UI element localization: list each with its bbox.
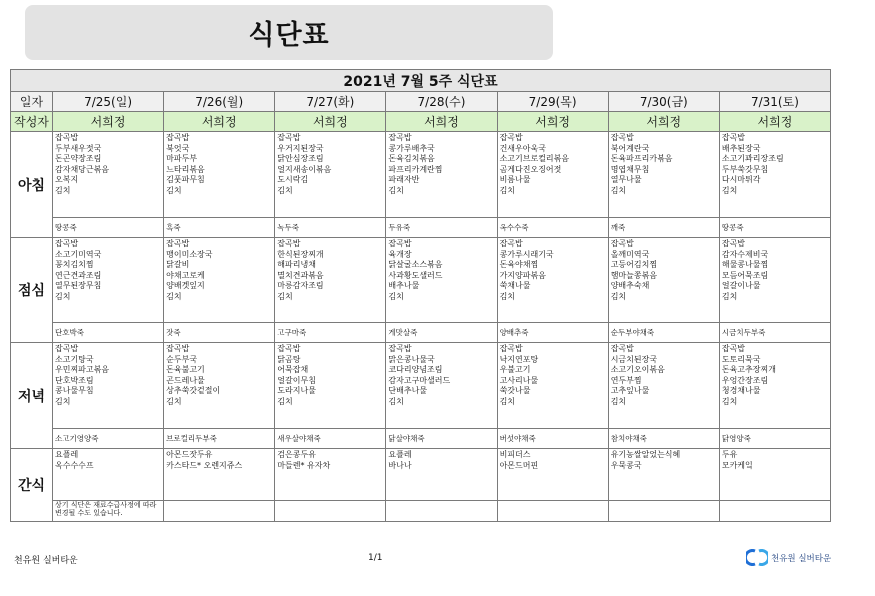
dish-item: 돈육고추장찌개 bbox=[721, 365, 776, 374]
author-label: 작성자 bbox=[11, 112, 53, 132]
porridge-item: 녹두죽 bbox=[275, 218, 386, 238]
dish-item: 어묵잡채 bbox=[277, 365, 309, 374]
dish-item: 잡곡밥 bbox=[610, 344, 634, 353]
dish-item: 잡곡밥 bbox=[166, 239, 190, 248]
dish-item: 김치 bbox=[55, 185, 71, 195]
snack-cell bbox=[608, 449, 719, 501]
porridge-item: 땅콩죽 bbox=[719, 218, 830, 238]
snack-item: 옥수수수프 bbox=[55, 460, 94, 470]
dish-item: 감자고구마샐러드 bbox=[388, 375, 451, 385]
dish-item: 잡곡밥 bbox=[55, 133, 79, 142]
dish-item: 연두부찜 bbox=[610, 375, 642, 385]
empty-cell bbox=[719, 501, 830, 522]
porridge-item: 두유죽 bbox=[386, 218, 497, 238]
dish-item: 잡곡밥 bbox=[499, 133, 523, 142]
meal-cell bbox=[386, 238, 497, 323]
dish-item: 소고기브로컬리볶음 bbox=[499, 154, 570, 163]
meal-cell bbox=[275, 343, 386, 429]
dish-item: 고등어김치찜 bbox=[610, 260, 658, 269]
meal-label: 점심 bbox=[11, 238, 53, 343]
logo-icon bbox=[746, 549, 768, 566]
meal-cell bbox=[164, 238, 275, 323]
dish-item: 코다리양념조림 bbox=[388, 365, 443, 374]
dish-item: 연근견과조림 bbox=[55, 270, 102, 280]
dish-item: 얼지새송이볶음 bbox=[277, 164, 332, 174]
porridge-item: 옥수수죽 bbox=[497, 218, 608, 238]
day-date: 7/26(월) bbox=[164, 92, 275, 112]
dish-item: 햄마늘쫑볶음 bbox=[610, 270, 658, 280]
meal-cell bbox=[608, 238, 719, 323]
snack-item: 우묵콩국 bbox=[610, 460, 642, 470]
dish-item: 잡곡밥 bbox=[499, 239, 523, 248]
dish-item: 우불고기 bbox=[499, 365, 531, 374]
dish-item: 올깨미역국 bbox=[610, 249, 650, 259]
porridge-item: 참치야채죽 bbox=[608, 429, 719, 449]
day-date: 7/25(일) bbox=[53, 92, 164, 112]
dish-item: 김치 bbox=[721, 185, 738, 195]
dish-item: 김치 bbox=[388, 185, 404, 195]
dish-item: 낙지연포탕 bbox=[499, 354, 539, 364]
snack-cell bbox=[386, 449, 497, 501]
snack-cell bbox=[275, 449, 386, 501]
dish-item: 잡곡밥 bbox=[388, 344, 412, 353]
dish-item: 두부새우젓국 bbox=[55, 143, 102, 153]
dish-item: 돈육김치볶음 bbox=[388, 154, 435, 163]
dish-item: 닭곰탕 bbox=[277, 354, 301, 364]
snack-item: 마들렌* 유자차 bbox=[277, 460, 331, 470]
dish-item: 두부쑥갓무침 bbox=[721, 164, 769, 174]
dish-item: 김치 bbox=[166, 396, 182, 406]
day-date: 7/27(화) bbox=[275, 92, 386, 112]
meal-cell bbox=[53, 343, 164, 429]
day-author: 서희정 bbox=[275, 112, 386, 132]
page-title: 식단표 bbox=[248, 20, 330, 51]
snack-item: 아몬드잣두유 bbox=[166, 450, 213, 459]
dish-item: 소고기미역국 bbox=[55, 249, 102, 259]
snack-item: 요플레 bbox=[55, 450, 79, 459]
dish-item: 콩나물무침 bbox=[55, 386, 94, 395]
porridge-item: 버섯야채죽 bbox=[497, 429, 608, 449]
dish-item: 파래자반 bbox=[388, 175, 420, 184]
dish-item: 열무된장무침 bbox=[55, 281, 102, 290]
dish-item: 얼갈이무침 bbox=[277, 375, 316, 385]
dish-item: 느타리볶음 bbox=[166, 164, 205, 174]
dish-item: 김치 bbox=[277, 185, 293, 195]
dish-item: 우거지된장국 bbox=[277, 143, 324, 153]
meal-cell bbox=[53, 238, 164, 323]
empty-cell bbox=[275, 501, 386, 522]
dish-item: 마릉감자조림 bbox=[277, 281, 324, 290]
porridge-item: 닭영양죽 bbox=[719, 429, 830, 449]
dish-item: 단호박조림 bbox=[55, 375, 94, 385]
dish-item: 돈육야채찜 bbox=[499, 260, 539, 269]
dish-item: 꽁치김치찜 bbox=[55, 260, 94, 269]
dish-item: 배추나물 bbox=[388, 281, 420, 290]
porridge-item: 고구마죽 bbox=[275, 323, 386, 343]
dish-item: 쑥갓나물 bbox=[499, 386, 531, 395]
dish-item: 잡곡밥 bbox=[388, 239, 412, 248]
porridge-item: 새우살야채죽 bbox=[275, 429, 386, 449]
porridge-item: 게맛살죽 bbox=[386, 323, 497, 343]
dish-item: 콩가루시래기국 bbox=[499, 249, 554, 259]
day-author: 서희정 bbox=[608, 112, 719, 132]
dish-item: 파프리카계란찜 bbox=[388, 164, 443, 174]
dish-item: 순두부국 bbox=[166, 354, 198, 364]
day-author: 서희정 bbox=[497, 112, 608, 132]
dish-item: 김치 bbox=[721, 396, 738, 406]
day-date: 7/30(금) bbox=[608, 92, 719, 112]
dish-item: 비름나물 bbox=[499, 175, 531, 184]
dish-item: 소고기꽈리장조림 bbox=[721, 154, 784, 163]
porridge-item: 양배추죽 bbox=[497, 323, 608, 343]
dish-item: 김치 bbox=[499, 291, 516, 301]
dish-item: 김치 bbox=[55, 396, 71, 406]
title-box bbox=[25, 5, 553, 60]
meal-cell bbox=[719, 343, 830, 429]
dish-item: 양배추숙채 bbox=[610, 281, 650, 290]
snack-cell bbox=[164, 449, 275, 501]
dish-item: 김치 bbox=[610, 185, 627, 195]
snack-item: 바나나 bbox=[388, 460, 412, 470]
date-label: 일자 bbox=[11, 92, 53, 112]
snack-item: 모카케잌 bbox=[721, 460, 753, 470]
week-title: 2021년 7월 5주 식단표 bbox=[11, 70, 831, 92]
dish-item: 청경채나물 bbox=[721, 386, 761, 395]
dish-item: 배추된장국 bbox=[721, 143, 761, 153]
dish-item: 김치 bbox=[610, 396, 627, 406]
snack-item: 아몬드머핀 bbox=[499, 460, 539, 470]
dish-item: 잡곡밥 bbox=[55, 344, 79, 353]
dish-item: 해파리냉채 bbox=[277, 260, 316, 269]
day-date: 7/31(토) bbox=[719, 92, 830, 112]
dish-item: 해물콩나물찜 bbox=[721, 260, 769, 269]
dish-item: 잡곡밥 bbox=[721, 239, 746, 248]
dish-item: 감자채당근볶음 bbox=[55, 164, 110, 174]
porridge-item: 흑죽 bbox=[164, 218, 275, 238]
dish-item: 잡곡밥 bbox=[277, 344, 301, 353]
dish-item: 김치 bbox=[499, 396, 516, 406]
meal-cell bbox=[164, 343, 275, 429]
snack-item: 요플레 bbox=[388, 450, 412, 459]
snack-item: 두유 bbox=[721, 450, 738, 459]
dish-item: 고추잎나물 bbox=[610, 386, 650, 395]
snack-item: 유기농쌀알었는식혜 bbox=[610, 450, 681, 459]
dish-item: 잡곡밥 bbox=[166, 133, 190, 142]
snack-cell bbox=[719, 449, 830, 501]
snack-cell bbox=[497, 449, 608, 501]
dish-item: 돈육파프리카볶음 bbox=[610, 154, 673, 163]
dish-item: 맹이미소장국 bbox=[166, 249, 213, 259]
dish-item: 김치 bbox=[499, 185, 516, 195]
dish-item: 콩가루배추국 bbox=[388, 143, 435, 153]
snack-item: 카스타드* 오렌지쥬스 bbox=[166, 460, 243, 470]
porridge-item: 닭살야채죽 bbox=[386, 429, 497, 449]
dish-item: 김치 bbox=[388, 291, 404, 301]
meal-label: 간식 bbox=[11, 449, 53, 522]
dish-item: 열무나물 bbox=[610, 175, 642, 184]
dish-item: 멸치견과볶음 bbox=[277, 270, 324, 280]
dish-item: 사과황도샐러드 bbox=[388, 270, 443, 280]
logo-text: 천유원 실버타운 bbox=[771, 553, 832, 564]
snack-cell bbox=[53, 449, 164, 501]
dish-item: 소고기오이볶음 bbox=[610, 365, 665, 374]
dish-item: 감자수제비국 bbox=[721, 249, 769, 259]
dish-item: 닭살굴소스볶음 bbox=[388, 260, 443, 269]
dish-item: 우엉간장조림 bbox=[721, 375, 769, 385]
meal-cell bbox=[164, 132, 275, 218]
dish-item: 김치 bbox=[277, 396, 293, 406]
dish-item: 시금치된장국 bbox=[610, 354, 658, 364]
meal-cell bbox=[275, 238, 386, 323]
day-date: 7/28(수) bbox=[386, 92, 497, 112]
dish-item: 닭갈비 bbox=[166, 260, 190, 269]
porridge-item: 브로컬리두부죽 bbox=[164, 429, 275, 449]
meal-cell bbox=[53, 132, 164, 218]
dish-item: 곤드레나물 bbox=[166, 375, 205, 385]
dish-item: 잡곡밥 bbox=[55, 239, 79, 248]
dish-item: 잡곡밥 bbox=[721, 133, 746, 142]
dish-item: 북엇국 bbox=[166, 143, 190, 153]
dish-item: 김치 bbox=[166, 185, 182, 195]
dish-item: 명엽채무침 bbox=[610, 164, 650, 174]
dish-item: 도토리묵국 bbox=[721, 354, 761, 364]
day-author: 서희정 bbox=[719, 112, 830, 132]
meal-label: 저녁 bbox=[11, 343, 53, 449]
dish-item: 육개장 bbox=[388, 249, 412, 259]
porridge-item: 땅콩죽 bbox=[53, 218, 164, 238]
porridge-item: 소고기영양죽 bbox=[53, 429, 164, 449]
dish-item: 김풋파무침 bbox=[166, 175, 205, 184]
dish-item: 모듬어묵조림 bbox=[721, 270, 769, 280]
dish-item: 오복지 bbox=[55, 175, 79, 184]
footer-org: 천유원 실버타운 bbox=[14, 556, 78, 566]
meal-cell bbox=[719, 132, 830, 218]
dish-item: 잡곡밥 bbox=[610, 133, 634, 142]
dish-item: 도시락김 bbox=[277, 175, 309, 184]
footer-logo bbox=[746, 549, 831, 566]
empty-cell bbox=[497, 501, 608, 522]
dish-item: 김치 bbox=[55, 291, 71, 301]
dish-item: 소고기탕국 bbox=[55, 354, 94, 364]
day-author: 서희정 bbox=[386, 112, 497, 132]
meal-label: 아침 bbox=[11, 132, 53, 238]
meal-cell bbox=[275, 132, 386, 218]
dish-item: 도라지나물 bbox=[277, 386, 316, 395]
dish-item: 잡곡밥 bbox=[721, 344, 746, 353]
dish-item: 야채고로케 bbox=[166, 270, 205, 280]
dish-item: 김치 bbox=[277, 291, 293, 301]
menu-table bbox=[10, 69, 831, 522]
dish-item: 잡곡밥 bbox=[166, 344, 190, 353]
dish-item: 가지양파볶음 bbox=[499, 270, 546, 280]
dish-item: 우민찌파고볶음 bbox=[55, 365, 110, 374]
porridge-item: 단호박죽 bbox=[53, 323, 164, 343]
empty-cell bbox=[608, 501, 719, 522]
dish-item: 쑥채나물 bbox=[499, 281, 531, 290]
meal-cell bbox=[386, 132, 497, 218]
meal-cell bbox=[497, 132, 608, 218]
dish-item: 돈곤약장조림 bbox=[55, 154, 102, 163]
dish-item: 잡곡밥 bbox=[277, 239, 301, 248]
dish-item: 마파두부 bbox=[166, 154, 198, 163]
dish-item: 김치 bbox=[388, 396, 404, 406]
meal-cell bbox=[497, 343, 608, 429]
dish-item: 건새우아욱국 bbox=[499, 143, 546, 153]
porridge-item: 순두부야채죽 bbox=[608, 323, 719, 343]
snack-item: 비피더스 bbox=[499, 450, 531, 459]
meal-cell bbox=[386, 343, 497, 429]
dish-item: 맑은콩나물국 bbox=[388, 354, 435, 364]
dish-item: 단배추나물 bbox=[388, 386, 428, 395]
day-author: 서희정 bbox=[53, 112, 164, 132]
dish-item: 김치 bbox=[166, 291, 182, 301]
page-number: 1/1 bbox=[368, 553, 383, 563]
dish-item: 김치 bbox=[721, 291, 738, 301]
dish-item: 잡곡밥 bbox=[388, 133, 412, 142]
meal-cell bbox=[608, 132, 719, 218]
meal-cell bbox=[719, 238, 830, 323]
dish-item: 잡곡밥 bbox=[277, 133, 301, 142]
dish-item: 잡곡밥 bbox=[499, 344, 523, 353]
dish-item: 얼갈이나물 bbox=[721, 281, 761, 290]
meal-cell bbox=[608, 343, 719, 429]
empty-cell bbox=[164, 501, 275, 522]
porridge-item: 잣죽 bbox=[164, 323, 275, 343]
dish-item: 양배겟잎지 bbox=[166, 281, 205, 290]
dish-item: 잡곡밥 bbox=[610, 239, 634, 248]
dish-item: 곰게다진오징어젓 bbox=[499, 164, 562, 174]
dish-item: 상추쑥갓겉절이 bbox=[166, 386, 221, 395]
empty-cell bbox=[386, 501, 497, 522]
meal-cell bbox=[497, 238, 608, 323]
menu-note: 상기 식단은 재료수급사정에 따라 변경될 수도 있습니다. bbox=[53, 501, 164, 522]
dish-item: 한식된장찌개 bbox=[277, 249, 324, 259]
day-author: 서희정 bbox=[164, 112, 275, 132]
dish-item: 북어계란국 bbox=[610, 143, 650, 153]
dish-item: 다시마튀각 bbox=[721, 175, 761, 184]
snack-item: 검은콩두유 bbox=[277, 450, 316, 459]
dish-item: 김치 bbox=[610, 291, 627, 301]
porridge-item: 시금치두부죽 bbox=[719, 323, 830, 343]
day-date: 7/29(목) bbox=[497, 92, 608, 112]
porridge-item: 깨죽 bbox=[608, 218, 719, 238]
dish-item: 돈육불고기 bbox=[166, 365, 205, 374]
dish-item: 닭안심장조림 bbox=[277, 154, 324, 163]
dish-item: 고사리나물 bbox=[499, 375, 539, 385]
